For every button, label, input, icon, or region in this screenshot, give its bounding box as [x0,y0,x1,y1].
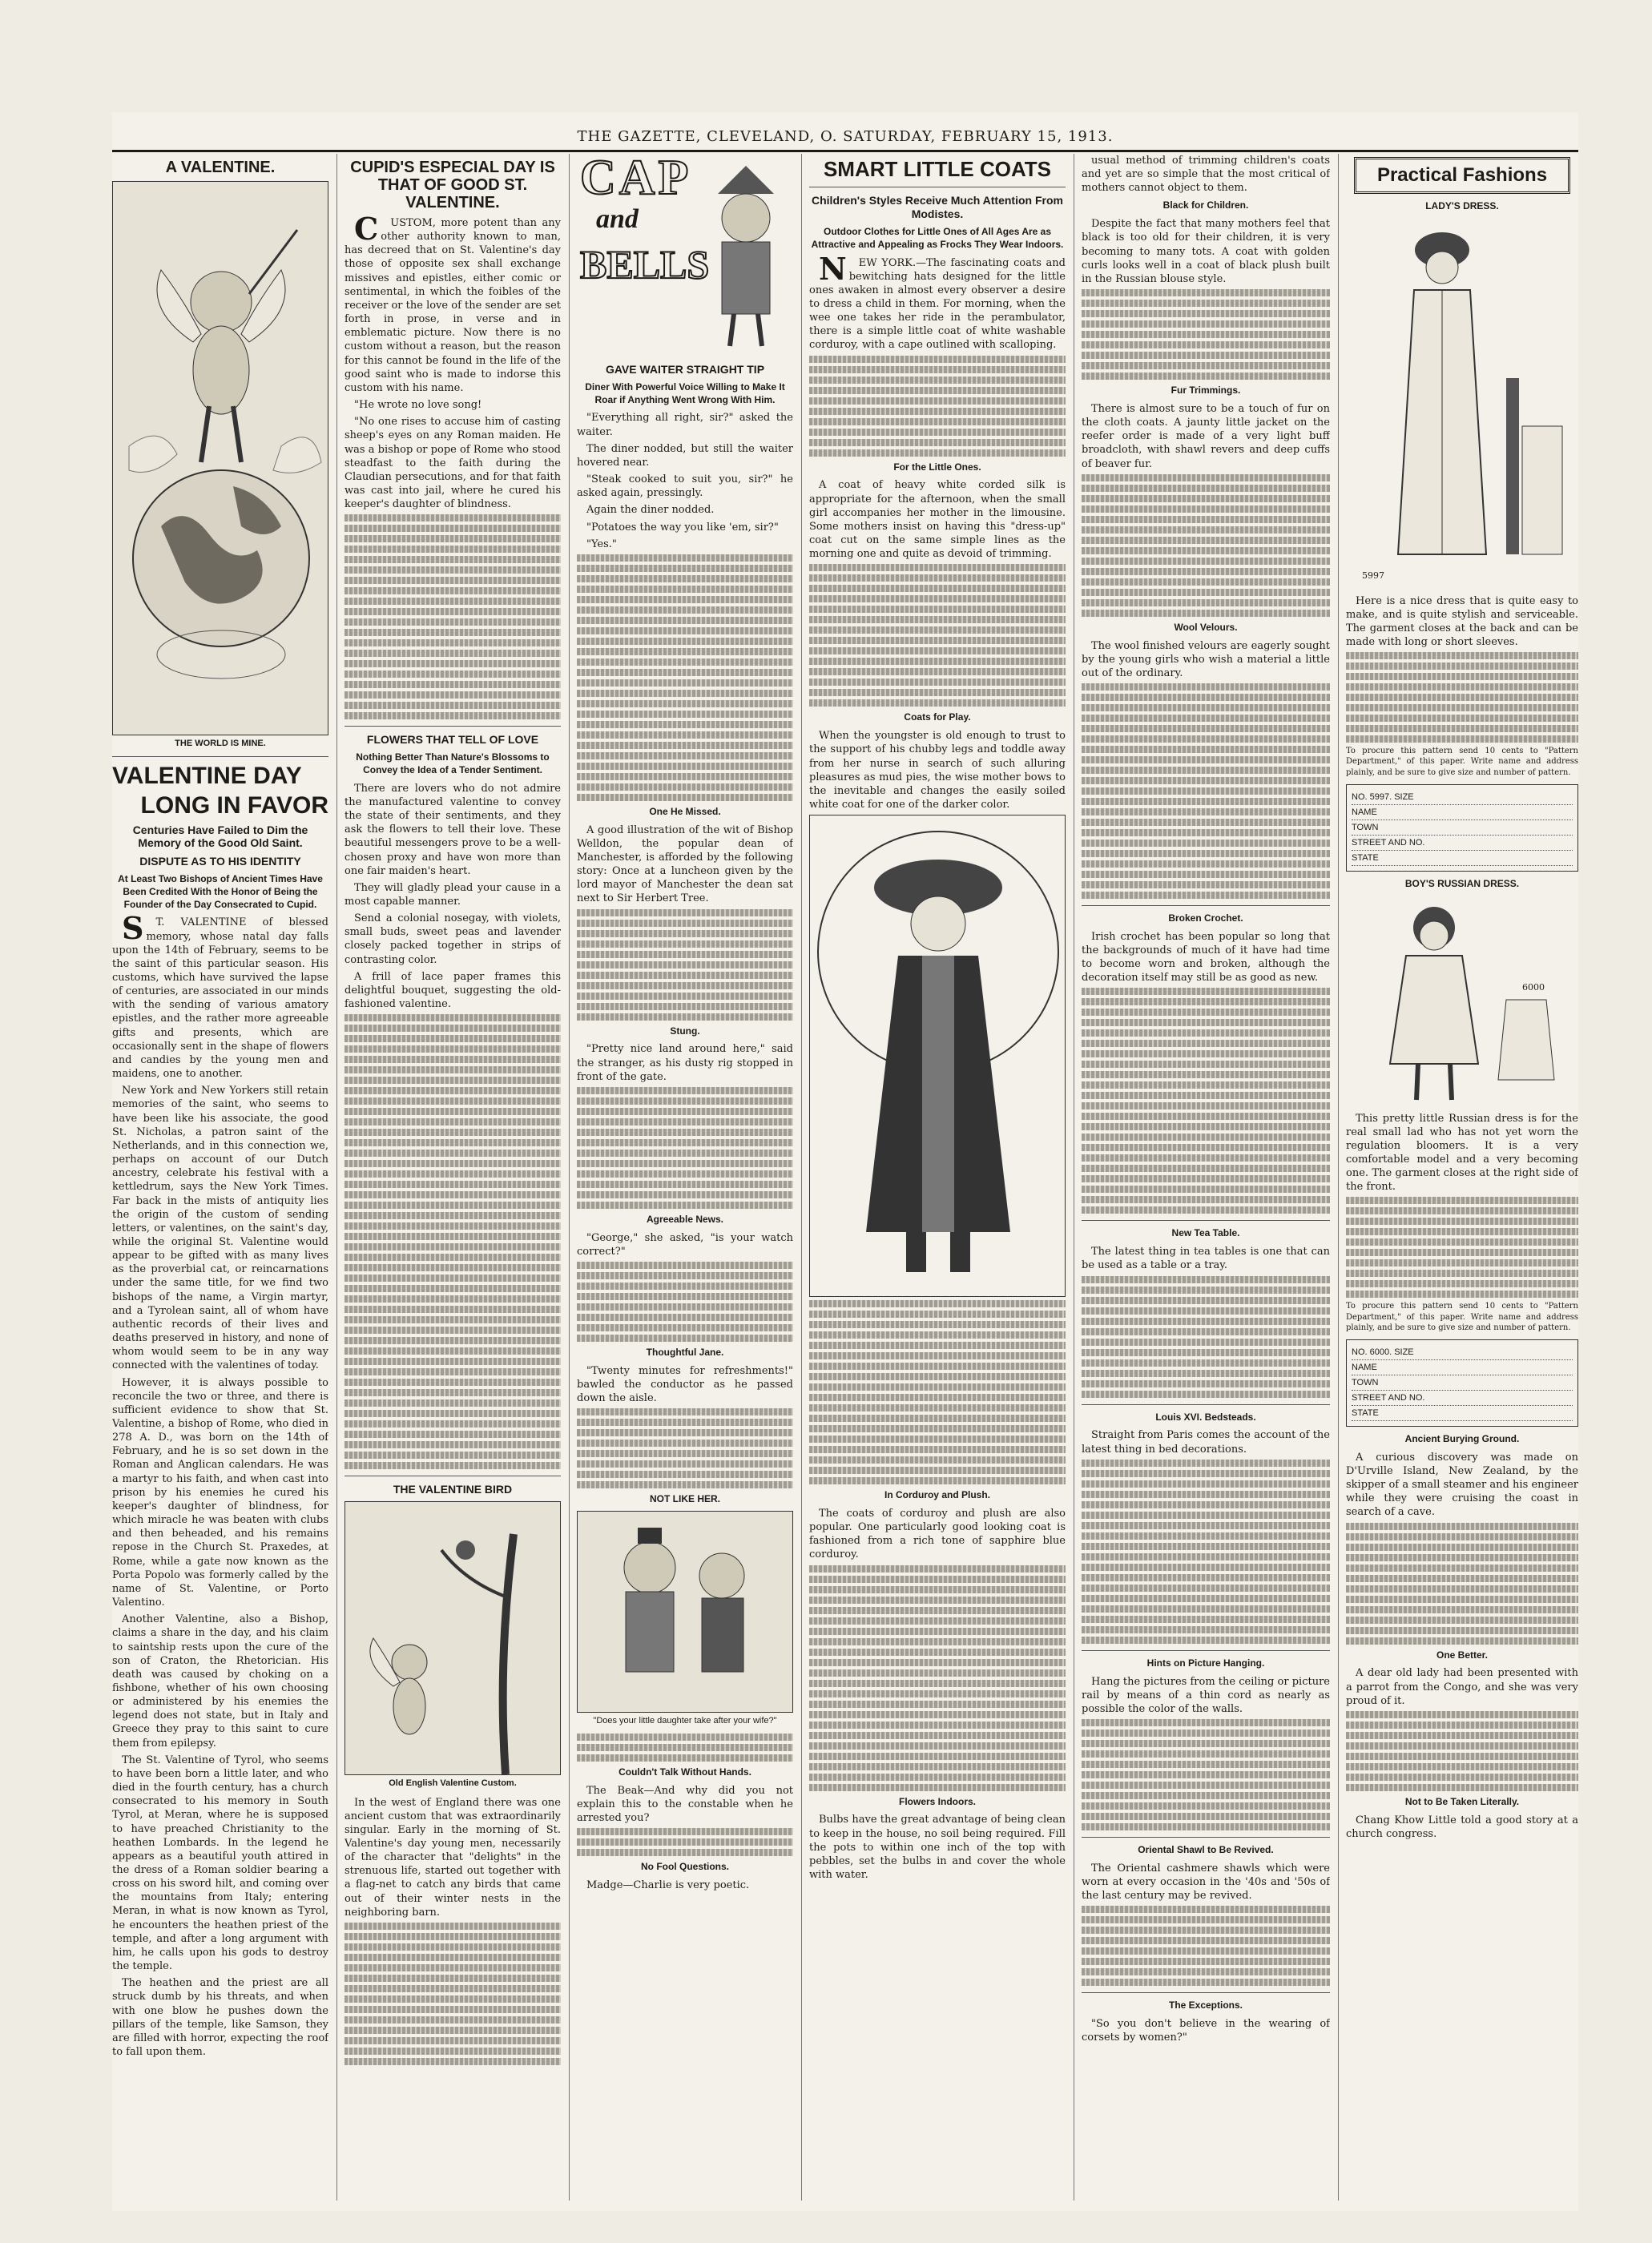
subhead: Ancient Burying Ground. [1404,1433,1520,1445]
text-block [1346,1197,1578,1298]
article-paragraph: New York and New Yorkers still retain memories of the saint, who seems to have been like his associate, the good St. Nicholas, a patron saint of the Netherlands, and in this connection we, perhaps on account of our Dutch ancestry, celebrate his festival with a kettledrum, says the New York Times. Far back in the mists of antiquity lies the origin of the custom of sending letters, or valentines, on the saint's day, while the original St. Valentine would appear to be gifted with as many lives as the proverbial cat, or reincarnations under the same title, for we find two bishops of the name, a Virgin martyr, and a Tyrolean saint, all of whom have authentic records of their lives and deaths preserved in history, and none of whom would seem to be in any way connected with the valentines of today. [112,1085,328,1372]
column-6 [1346,154,1578,2201]
newspaper-page [112,112,1578,2211]
coupon-line[interactable]: STATE [1352,1406,1573,1421]
article-paragraph: Bulbs have the great advantage of being clean to keep in the house, no soil being required. Fill the pots to within one inch of the top with pebbles, set the bulbs in and cover the whole with water. [809,1814,1066,1882]
text-block [1082,1906,1330,1986]
illustration-caption: THE WORLD IS MINE. [175,739,266,748]
column-2 [345,154,561,2201]
boy-dress-illustration [1346,896,1578,1112]
headline-cupid: CUPID'S ESPECIAL DAY IS THAT OF GOOD ST. VALENTINE. [350,159,555,211]
subhead: Thoughtful Jane. [646,1347,724,1359]
subhead-flowers: FLOWERS THAT TELL OF LOVE [366,733,539,747]
column-3 [577,154,793,2201]
article-paragraph: There are lovers who do not admire the manufactured valentine to convey the state of their sentiments, and they ask the flowers to tell their love. These beautiful messengers prove to be a well-chosen proxy and have won more than one fair maiden's heart. [345,782,561,877]
coupon-line[interactable]: NAME [1352,1360,1573,1375]
cap-and-bells-banner [577,154,793,358]
text-block [809,356,1066,457]
article-paragraph: The Oriental cashmere shawls which were worn at every occasion in the '40s and '50s of the last century may be revived. [1082,1862,1330,1903]
text-block [345,1014,561,1469]
article-paragraph: "He wrote no love song! [354,399,482,412]
article-paragraph: They will gladly plead your cause in a most capable manner. [345,881,561,908]
cap-text: CAP [580,154,692,205]
bells-text: BELLS [580,241,710,287]
valentine-bird-title: THE VALENTINE BIRD [393,1483,513,1496]
article-paragraph: When the youngster is old enough to trust to the support of his chubby legs and toddle away from her nurse in search of such alluring pleasures as mud pies, the wise mother bows to the inevitable and changes the easily soiled white coat for one of the darker color. [809,730,1066,811]
drop-cap: C [354,211,379,247]
article-paragraph: Despite the fact that many mothers feel that black is too old for their children, it is very becoming to many tots. A coat with golden curls looks well in a coat of black plush built in the Russian blouse style. [1082,218,1330,285]
coupon-line[interactable]: NO. 6000. SIZE [1352,1345,1573,1360]
article-paragraph: The coats of corduroy and plush are also popular. One particularly good looking coat is fashioned from a rich tone of sapphire blue corduroy. [809,1508,1066,1561]
article-paragraph: The Beak—And why did you not explain this to the constable when he arrested you? [577,1784,793,1824]
subhead: Louis XVI. Bedsteads. [1155,1411,1256,1423]
article-paragraph: "George," she asked, "is your watch correct?" [577,1231,793,1258]
article-paragraph: In the west of England there was one ancient custom that was extraordinarily singular. Early in the morning of St. Valentine's day young men, necessarily of the character that "delights" in the strenuous life, started out together with a flag-net to catch any birds that came out of their winter nests in the neighboring barn. [345,1796,561,1919]
text-block [345,514,561,719]
deck: Diner With Powerful Voice Willing to Make It Roar if Anything Went Wrong With Him. [585,381,785,405]
text-block [1082,289,1330,380]
text-block [1346,1711,1578,1791]
subhead: Broken Crochet. [1168,912,1243,924]
subhead: Stung. [670,1025,700,1037]
divider [345,726,561,727]
not-like-her-illustration [577,1511,793,1713]
order-instructions: To procure this pattern send 10 cents to "Pattern Department," of this paper. Write name and address plainly, and be sure to give size and number of pattern. [1346,1302,1578,1332]
cupid-globe-icon [113,182,328,735]
headline-long-in-favor: LONG IN FAVOR [140,792,328,819]
article-paragraph: Another Valentine, also a Bishop, claims a share in the day, and his claim to saintship rests upon the cure of the son of Craton, the Rhetorician. His death was caused by choking on a fishbone, whether of his own choosing or administered by his enemies the legend does not state, but in Italy and Greece they pray to this saint to cure them from epilepsy. [112,1613,328,1750]
article-paragraph: A curious discovery was made on D'Urville Island, New Zealand, by the skipper of a small steamer and his engineer while they were cruising the coast in search of a cave. [1346,1451,1578,1519]
divider [1082,905,1330,906]
article-paragraph: A good illustration of the wit of Bishop Welldon, the popular dean of Manchester, is afforded by the following story: Once at a luncheon given by the lord mayor of Manchester the dean sat next to Sir Herbert Tree. [577,824,793,905]
article-paragraph: "Potatoes the way you like 'em, sir?" [586,521,779,534]
subhead: Black for Children. [1162,199,1249,211]
subhead: Couldn't Talk Without Hands. [618,1766,751,1778]
column-rule [1338,154,1339,2201]
subhead: One He Missed. [649,805,721,817]
subhead: Fur Trimmings. [1171,385,1241,397]
article-paragraph: "Twenty minutes for refreshments!" bawled the conductor as he passed down the aisle. [577,1364,793,1405]
column-1 [112,154,328,2201]
subhead: For the Little Ones. [893,461,981,473]
subdeck: Nothing Better Than Nature's Blossoms to Convey the Idea of a Tender Sentiment. [356,751,550,775]
article-paragraph: Here is a nice dress that is quite easy to make, and is quite stylish and serviceable. The garment closes at the back and can be made with long or short sleeves. [1346,594,1578,648]
text-block [577,1734,793,1762]
pattern-number: 6000 [1522,981,1545,993]
divider [1082,1404,1330,1405]
article-paragraph: "Everything all right, sir?" asked the waiter. [577,412,793,438]
headline-waiter: GAVE WAITER STRAIGHT TIP [605,363,765,376]
divider [1082,1837,1330,1838]
subhead: One Better. [1436,1649,1489,1661]
article-paragraph: S T. VALENTINE of blessed memory, whose natal day falls upon the 14th of February, seems to be the saint of this particular season. His customs, which have survived the lapse of centuries, are associated in our minds with the sending of various amatory epistles, and the rather more agreeable gifts and presents, which are occasionally sent in the shape of flowers and candies by the young men and maidens, one to another. [112,910,328,1081]
subdeck: Outdoor Clothes for Little Ones of All Ages Are as Attractive and Appealing as Frocks They Wear Indoors. [811,225,1064,250]
deck: Centuries Have Failed to Dim the Memory of the Good Old Saint. [132,823,308,850]
column-5 [1082,154,1330,2201]
coupon-line[interactable]: NO. 5997. SIZE [1352,790,1573,805]
article-paragraph: usual method of trimming children's coats and yet are so simple that the most critical of mothers cannot object to them. [1082,155,1330,195]
text-block [345,1923,561,2065]
subdeck: At Least Two Bishops of Ancient Times Have Been Credited With the Honor of Being the Founder of the Day Consecrated to Cupid. [118,872,323,910]
article-paragraph: The wool finished velours are eagerly sought by the young girls who wish a material a little out of the ordinary. [1082,639,1330,679]
article-paragraph: Madge—Charlie is very poetic. [586,1879,750,1891]
article-paragraph: The latest thing in tea tables is one that can be used as a table or a tray. [1082,1246,1330,1272]
text-block [809,564,1066,707]
tree-cupid-icon [345,1502,561,1774]
article-paragraph: Chang Khow Little told a good story at a church congress. [1346,1814,1578,1840]
article-paragraph: "Steak cooked to suit you, sir?" he asked again, pressingly. [577,473,793,500]
text-block [809,1300,1066,1484]
lady-dress-icon [1346,218,1578,594]
order-coupon-5997[interactable] [1346,784,1578,872]
boy-dress-title: BOY'S RUSSIAN DRESS. [1404,877,1520,889]
text-block [1082,988,1330,1214]
text-block [577,1262,793,1342]
headline-valentine-day: VALENTINE DAY [112,762,302,789]
girl-in-coat-illustration [809,815,1066,1297]
pattern-number: 5997 [1362,570,1384,581]
subhead: No Fool Questions. [641,1861,729,1872]
subhead: Not to Be Taken Literally. [1404,1795,1520,1807]
jester-icon [702,162,790,350]
headline-smart-coats: SMART LITTLE COATS [823,157,1052,181]
subhead: Flowers Indoors. [898,1795,976,1807]
text-block [577,1408,793,1488]
girl-coat-icon [810,815,1066,1296]
deck: Children's Styles Receive Much Attention From Modistes. [812,194,1063,221]
divider [1082,1650,1330,1651]
drop-cap: S [122,910,144,947]
text-block [577,909,793,1021]
subhead: Oriental Shawl to Be Revived. [1138,1844,1274,1856]
divider [112,756,328,757]
divider [1082,1992,1330,1993]
article-paragraph: A frill of lace paper frames this delightful bouquet, suggesting the old-fashioned valentine. [345,970,561,1011]
coupon-line[interactable]: STREET AND NO. [1352,1391,1573,1406]
cupid-globe-illustration [112,181,328,735]
article-paragraph: "Pretty nice land around here," said the stranger, as his dusty rig stopped in front of the gate. [577,1043,793,1083]
article-paragraph: The St. Valentine of Tyrol, who seems to have been born a little later, and who died in the fourth century, has a church consecrated to his memory in South Tyrol, at Meran, where he is supposed to have preached Christianity to the heathen Lombards. In the legend he appears as a beautiful youth attired in the dress of a Roman soldier bearing a cross on his sword hilt, and coming over the mountains from Italy; entering Meran, in what is now known as Tyrol, he encounters the heathen priest of the temple, and after a long argument with him, he calls upon his gods to destroy the temple. [112,1754,328,1973]
divider [1082,1220,1330,1221]
text-block [1082,1460,1330,1644]
article-paragraph: Irish crochet has been popular so long that the backgrounds of much of it have had time to become worn and broken, although the decoration itself may still be as good as new. [1082,930,1330,985]
column-4 [809,154,1066,2201]
text-block [577,1087,793,1209]
subhead: DISPUTE AS TO HIS IDENTITY [139,855,301,868]
subhead: New Tea Table. [1171,1227,1240,1239]
text-block [809,1565,1066,1791]
valentine-bird-illustration [345,1501,561,1775]
column-rule [336,154,337,2201]
illustration-caption: Old English Valentine Custom. [389,1778,517,1789]
article-paragraph: There is almost sure to be a touch of fur on the cloth coats. A jaunty little jacket on the reefer order is made of a very light buff broadcloth, with shawl revers and deep cuffs of beaver fur. [1082,402,1330,470]
article-paragraph: The heathen and the priest are all struck dumb by his threats, and when with one blow he pushes down the pillars of the temple, like Samson, they are filled with horror, expecting the roof to fall upon them. [112,1977,328,2059]
coupon-line[interactable]: STATE [1352,851,1573,866]
subhead: The Exceptions. [1168,1999,1243,2011]
valentine-title: A VALENTINE. [165,159,276,176]
article-paragraph: However, it is always possible to reconcile the two or three, and there is sufficient evidence to show that St. Valentine, a bishop of Rome, who died in 278 A. D., was born on the 14th of February, and he is so set down in the Roman and Anglican calendars. He was a martyr to his faith, and when cast into prison by his enemies he cured his keeper's daughter of blindness, for which miracle he was beaten with clubs and then beheaded, and his remains repose in the Church St. Praxedes, at Rome, while a gate now known as the Porta Popolo was formerly called by the name of St. Valentine, or Porto Valentino. [112,1376,328,1609]
coupon-line[interactable]: NAME [1352,805,1573,820]
and-text: and [596,204,639,234]
subhead: In Corduroy and Plush. [884,1489,990,1501]
article-paragraph: Straight from Paris comes the account of the latest thing in bed decorations. [1082,1429,1330,1456]
article-paragraph: This pretty little Russian dress is for the real small lad who has not yet worn the regulation bloomers. It is a very comfortable model and a very becoming one. The garment closes at the right side of the front. [1346,1112,1578,1194]
coupon-line[interactable]: TOWN [1352,820,1573,836]
text-block [1346,1523,1578,1645]
order-instructions: To procure this pattern send 10 cents to "Pattern Department," of this paper. Write name and address plainly, and be sure to give size and number of pattern. [1346,747,1578,777]
text-block [1082,1276,1330,1398]
column-rule [569,154,570,2201]
article-paragraph: "So you don't believe in the wearing of corsets by women?" [1082,2018,1330,2044]
text-block [1346,652,1578,743]
text-block [1082,1719,1330,1830]
practical-fashions-banner: Practical Fashions [1354,157,1570,194]
article-paragraph: N EW YORK.—The fascinating coats and bewitching hats designed for the little ones awaken in almost every observer a desire to dress a child in them. For morning, when the wee one takes her ride in the perambulator, there is a simple little coat of white washable corduroy, with a cape outlined with scalloping. [809,250,1066,352]
boy-dress-icon [1346,896,1578,1112]
text-block [1082,474,1330,617]
text-block [577,554,793,801]
subhead: Agreeable News. [646,1213,724,1225]
coupon-line[interactable]: STREET AND NO. [1352,836,1573,851]
article-paragraph: Hang the pictures from the ceiling or picture rail by means of a thin cord as nearly as possible the color of the walls. [1082,1675,1330,1715]
article-paragraph: Again the diner nodded. [586,504,715,517]
article-paragraph: "No one rises to accuse him of casting sheep's eyes on any Roman maiden. He was a bishop or pope of Rome who stood steadfast to the faith during the Claudian persecutions, and for that faith was cast into jail, where he cured his keeper's daughter of blindness. [345,416,561,511]
article-paragraph: The diner nodded, but still the waiter hovered near. [577,442,793,469]
subhead: Wool Velours. [1174,621,1238,633]
lady-dress-title: LADY'S DRESS. [1425,199,1499,211]
coupon-line[interactable]: TOWN [1352,1375,1573,1391]
illustration-caption: "Does your little daughter take after your wife?" [593,1716,777,1726]
not-like-her-title: NOT LIKE HER. [649,1493,720,1505]
article-paragraph: C USTOM, more potent than any other authority known to man, has decreed that on St. Valentine's day those of opposite sex shall exchange missives and epistles, either comic or sentimental, in which the foibles of the receiver or the love of the sender are set forth in prose, in verse and in emblematic picture. Now there is no custom without a reason, but the reason for this cannot be found in the life of the good saint who is made to indorse this custom with his name. [345,211,561,394]
lady-dress-illustration [1346,218,1578,594]
article-paragraph: Send a colonial nosegay, with violets, small buds, sweet peas and lavender closely packed together in strips of contrasting color. [345,912,561,966]
column-rule [801,154,802,2201]
subhead: Coats for Play. [904,711,971,723]
article-paragraph: "Yes." [586,538,617,550]
two-men-icon [578,1512,793,1712]
text-block [1082,683,1330,899]
article-paragraph: A coat of heavy white corded silk is appropriate for the afternoon, when the small girl accompanies her mother in the limousine. Some mothers insist on having this "dress-up" coat cut on the same simple lines as the morning one and quite as devoid of trimming. [809,479,1066,561]
subhead: Hints on Picture Hanging. [1146,1657,1265,1669]
drop-cap: N [819,250,847,287]
masthead: THE GAZETTE, CLEVELAND, O. SATURDAY, FEBRUARY 15, 1913. [112,128,1578,152]
text-block [577,1828,793,1856]
order-coupon-6000[interactable] [1346,1339,1578,1427]
article-paragraph: A dear old lady had been presented with a parrot from the Congo, and she was very proud of it. [1346,1667,1578,1707]
